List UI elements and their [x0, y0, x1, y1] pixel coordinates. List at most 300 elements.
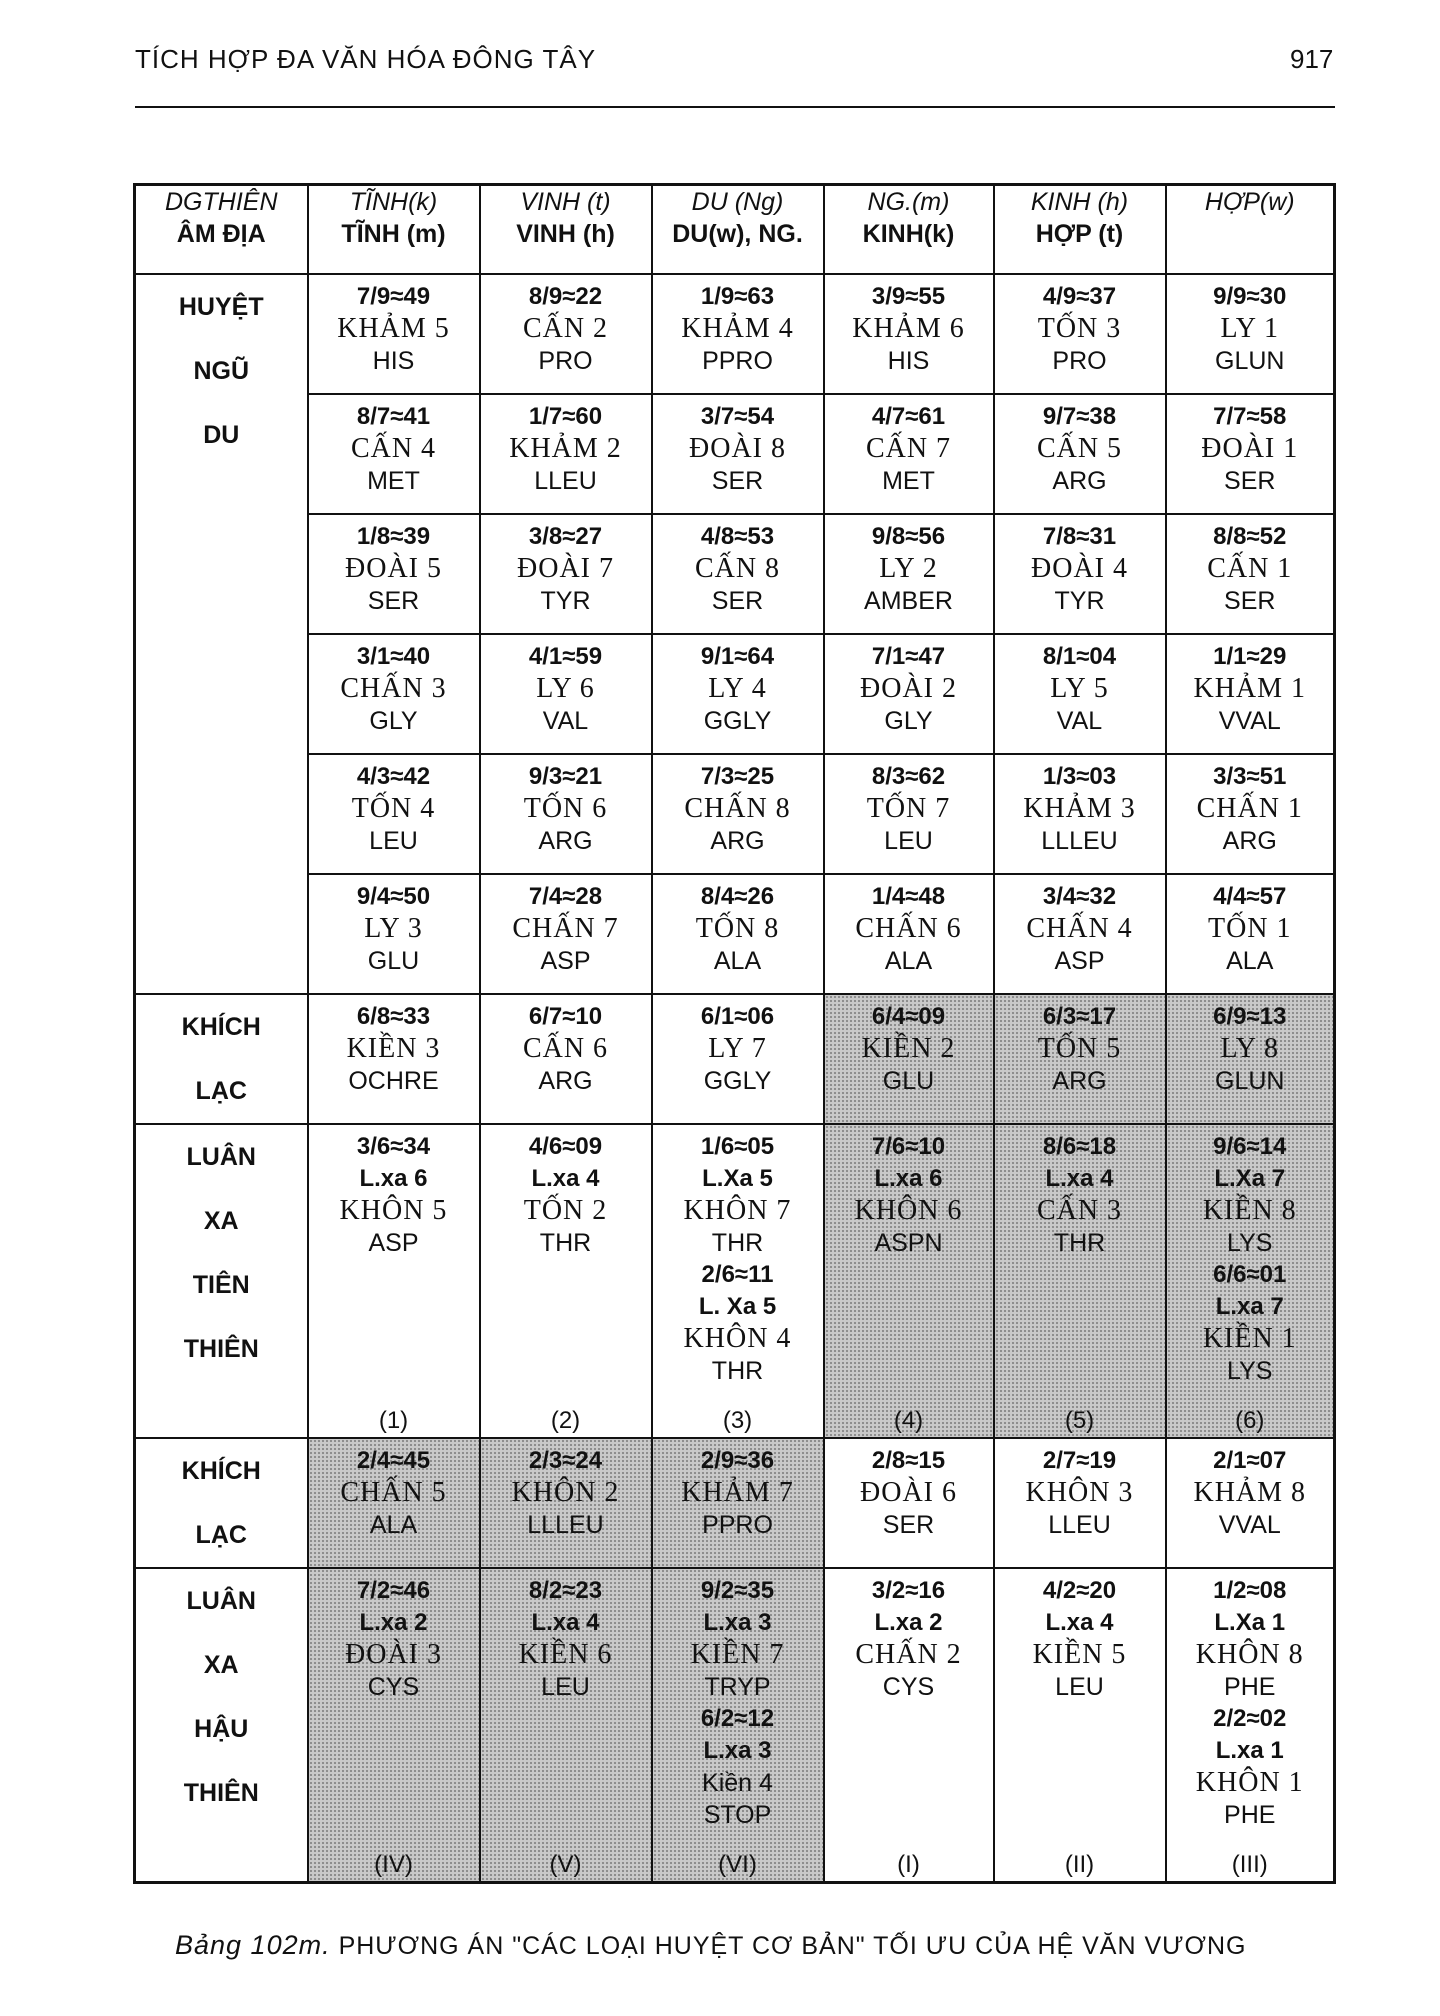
- cell-index: (2): [550, 1407, 581, 1434]
- cell-line: CYS: [882, 1673, 935, 1701]
- cell-line: 4/6≈09: [528, 1133, 603, 1160]
- cell-index: (VI): [718, 1851, 757, 1878]
- hexagram-ratio: 1/4≈48: [871, 883, 946, 910]
- amino-acid: GGLY: [703, 707, 772, 735]
- cell-line: KIỀN 8: [1202, 1195, 1297, 1226]
- trigram-name: CẤN 4: [350, 433, 437, 464]
- table-cell: [308, 754, 480, 874]
- amino-acid: HIS: [372, 347, 415, 375]
- cell-line: L.xa 2: [874, 1609, 943, 1636]
- cell-line: 9/2≈35: [700, 1577, 775, 1604]
- amino-acid: ALA: [369, 1511, 418, 1539]
- cell-line: L.xa 2: [359, 1609, 428, 1636]
- table-cell: [652, 1438, 824, 1568]
- hexagram-ratio: 3/3≈51: [1213, 763, 1287, 790]
- cell-content: [481, 1439, 651, 1573]
- table-cell: [1166, 994, 1335, 1124]
- trigram-name: KHÔN 2: [511, 1477, 620, 1508]
- table-cell: [994, 514, 1166, 634]
- group-label-line: THIÊN: [183, 1779, 259, 1807]
- table-cell: [480, 994, 652, 1124]
- trigram-name: LY 1: [1220, 313, 1279, 344]
- cell-line: L.xa 4: [531, 1165, 600, 1192]
- cell-line: KHÔN 5: [339, 1195, 448, 1226]
- cell-line: 9/6≈14: [1213, 1133, 1287, 1160]
- cell-line: 3/2≈16: [871, 1577, 946, 1604]
- cell-line: 6/6≈01: [1213, 1261, 1287, 1288]
- cell-content: [995, 1569, 1165, 1887]
- amino-acid: GLUN: [1215, 347, 1285, 375]
- cell-line: L.xa 4: [1045, 1165, 1114, 1192]
- table-cell: [994, 874, 1166, 994]
- trigram-name: LY 2: [879, 553, 938, 584]
- cell-content: [1167, 635, 1334, 759]
- group-label-line: THIÊN: [183, 1335, 259, 1363]
- group-label-line: LẠC: [195, 1077, 247, 1105]
- cell-line: LYS: [1227, 1357, 1273, 1385]
- group-label-line: NGŨ: [193, 357, 250, 385]
- hexagram-ratio: 2/8≈15: [871, 1447, 946, 1474]
- trigram-name: KHÔN 3: [1025, 1477, 1134, 1508]
- cell-index: (III): [1231, 1851, 1268, 1878]
- table-cell: [824, 394, 994, 514]
- trigram-name: CẤN 6: [522, 1033, 609, 1064]
- trigram-name: TỐN 8: [695, 913, 780, 944]
- table-cell: [652, 994, 824, 1124]
- hexagram-ratio: 4/4≈57: [1213, 883, 1287, 910]
- amino-acid: ALA: [884, 947, 933, 975]
- cell-content: [825, 1125, 993, 1443]
- cell-line: ASP: [368, 1229, 419, 1257]
- table-cell: [1166, 874, 1335, 994]
- cell-content: [653, 875, 823, 999]
- table-cell: [652, 754, 824, 874]
- header-rule: [135, 106, 1335, 108]
- hexagram-ratio: 8/7≈41: [356, 403, 431, 430]
- cell-line: 8/6≈18: [1042, 1133, 1117, 1160]
- table-cell: [824, 634, 994, 754]
- group-label: [135, 1438, 308, 1568]
- cell-content: [653, 995, 823, 1129]
- table-cell: [1166, 1438, 1335, 1568]
- amino-acid: VAL: [1056, 707, 1103, 735]
- cell-line: L.xa 3: [703, 1737, 772, 1764]
- hexagram-ratio: 9/1≈64: [700, 643, 775, 670]
- cell-content: [481, 1569, 651, 1887]
- table-cell: [308, 874, 480, 994]
- cell-content: [825, 275, 993, 399]
- hexagram-ratio: 7/9≈49: [356, 283, 431, 310]
- hexagram-ratio: 9/7≈38: [1042, 403, 1117, 430]
- trigram-name: KHẢM 6: [852, 313, 965, 344]
- table-cell: [994, 634, 1166, 754]
- cell-content: [1167, 395, 1334, 519]
- cell-line: KHÔN 7: [683, 1195, 792, 1226]
- amino-acid: TYR: [540, 587, 591, 615]
- cell-content: [653, 515, 823, 639]
- table-cell: [480, 1124, 652, 1438]
- amino-acid: GLY: [369, 707, 418, 735]
- cell-line: CHẤN 2: [855, 1639, 962, 1670]
- column-header: [480, 185, 652, 275]
- amino-acid: LLLEU: [1041, 827, 1118, 855]
- amino-acid: LEU: [369, 827, 418, 855]
- amino-acid: PPRO: [702, 1511, 773, 1539]
- hexagram-ratio: 3/4≈32: [1042, 883, 1117, 910]
- trigram-name: LY 7: [708, 1033, 767, 1064]
- cell-index: (3): [722, 1407, 753, 1434]
- cell-index: (6): [1235, 1407, 1265, 1434]
- cell-content: [653, 1125, 823, 1443]
- cell-content: [995, 755, 1165, 879]
- hexagram-ratio: 3/1≈40: [356, 643, 431, 670]
- amino-acid: MET: [367, 467, 420, 495]
- cell-content: [481, 275, 651, 399]
- column-header-bottom: DU(w), NG.: [672, 220, 803, 248]
- column-header: [994, 185, 1166, 275]
- cell-content: [309, 1439, 479, 1573]
- amino-acid: SER: [1224, 467, 1276, 495]
- hexagram-ratio: 3/8≈27: [528, 523, 603, 550]
- table-cell: [1166, 514, 1335, 634]
- cell-line: TRYP: [704, 1673, 771, 1701]
- cell-content: [995, 275, 1165, 399]
- amino-acid: MET: [882, 467, 935, 495]
- cell-index: (II): [1064, 1851, 1095, 1878]
- table-cell: [994, 394, 1166, 514]
- group-label: [135, 1568, 308, 1883]
- table-cell: [824, 994, 994, 1124]
- cell-content: [309, 995, 479, 1129]
- column-header: [308, 185, 480, 275]
- amino-acid: ARG: [1052, 1067, 1107, 1095]
- cell-index: (I): [897, 1851, 920, 1878]
- trigram-name: CHẤN 7: [512, 913, 619, 944]
- table-cell: [308, 994, 480, 1124]
- table-cell: [824, 874, 994, 994]
- amino-acid: AMBER: [864, 587, 953, 615]
- table-cell: [652, 874, 824, 994]
- cell-line: 8/2≈23: [528, 1577, 603, 1604]
- hexagram-ratio: 6/8≈33: [356, 1003, 431, 1030]
- trigram-name: ĐOÀI 6: [860, 1477, 957, 1508]
- table-cell: [652, 394, 824, 514]
- hexagram-ratio: 1/1≈29: [1213, 643, 1287, 670]
- cell-line: KIỀN 1: [1202, 1323, 1297, 1354]
- cell-line: THR: [539, 1229, 592, 1257]
- cell-content: [653, 1439, 823, 1573]
- group-label-line: TIÊN: [192, 1271, 250, 1299]
- table-cell: [994, 1568, 1166, 1883]
- table-cell: [480, 274, 652, 394]
- table-cell: [652, 1124, 824, 1438]
- hexagram-ratio: 7/8≈31: [1042, 523, 1117, 550]
- cell-line: KIỀN 7: [690, 1639, 785, 1670]
- group-label-line: XA: [203, 1651, 239, 1679]
- hexagram-ratio: 3/9≈55: [871, 283, 946, 310]
- cell-line: KIỀN 6: [518, 1639, 613, 1670]
- trigram-name: KHẢM 4: [681, 313, 794, 344]
- cell-content: [1167, 875, 1334, 999]
- cell-line: PHE: [1224, 1801, 1276, 1829]
- table-cell: [1166, 634, 1335, 754]
- hexagram-ratio: 7/4≈28: [528, 883, 603, 910]
- table-cell: [824, 1124, 994, 1438]
- hexagram-ratio: 1/7≈60: [528, 403, 603, 430]
- caption-title: Bảng 102m.: [175, 1930, 331, 1960]
- trigram-name: KHẢM 3: [1023, 793, 1136, 824]
- table-cell: [308, 514, 480, 634]
- group-label-line: LẠC: [195, 1521, 247, 1549]
- cell-content: [1167, 995, 1334, 1129]
- cell-line: CẤN 3: [1036, 1195, 1123, 1226]
- cell-content: [825, 635, 993, 759]
- trigram-name: LY 4: [708, 673, 767, 704]
- table-caption: [175, 1930, 1246, 1961]
- trigram-name: TỐN 6: [523, 793, 608, 824]
- cell-line: 2/6≈11: [701, 1261, 774, 1288]
- cell-content: [995, 395, 1165, 519]
- trigram-name: TỐN 1: [1207, 913, 1292, 944]
- table-row: [135, 994, 1335, 1124]
- hexagram-ratio: 1/3≈03: [1042, 763, 1117, 790]
- trigram-name: ĐOÀI 7: [517, 553, 614, 584]
- table-cell: [1166, 1124, 1335, 1438]
- amino-acid: ASP: [1054, 947, 1105, 975]
- cell-content: [825, 395, 993, 519]
- amino-acid: VVAL: [1218, 1511, 1281, 1539]
- trigram-name: KHẢM 7: [681, 1477, 794, 1508]
- group-label: [135, 994, 308, 1124]
- cell-content: [1167, 1125, 1334, 1443]
- amino-acid: GLY: [884, 707, 933, 735]
- cell-content: [653, 395, 823, 519]
- cell-line: 7/2≈46: [356, 1577, 431, 1604]
- amino-acid: ARG: [710, 827, 765, 855]
- table-cell: [1166, 274, 1335, 394]
- hexagram-ratio: 2/4≈45: [356, 1447, 431, 1474]
- hexagram-ratio: 1/9≈63: [700, 283, 775, 310]
- group-label: [135, 274, 308, 994]
- hexagram-ratio: 2/9≈36: [700, 1447, 775, 1474]
- amino-acid: HIS: [887, 347, 930, 375]
- cell-content: [653, 755, 823, 879]
- column-header-bottom: VINH (h): [516, 220, 615, 248]
- column-header-top: DU (Ng): [691, 188, 784, 216]
- hexagram-ratio: 8/9≈22: [528, 283, 603, 310]
- amino-acid: SER: [367, 587, 420, 615]
- cell-line: LEU: [541, 1673, 590, 1701]
- table-row: [135, 1568, 1335, 1883]
- cell-content: [653, 1569, 823, 1887]
- hexagram-ratio: 1/8≈39: [356, 523, 431, 550]
- trigram-name: LY 5: [1050, 673, 1109, 704]
- table-row: [135, 874, 1335, 994]
- cell-content: [309, 755, 479, 879]
- cell-line: 7/6≈10: [871, 1133, 946, 1160]
- hexagram-ratio: 7/7≈58: [1213, 403, 1287, 430]
- cell-content: [309, 1569, 479, 1887]
- table-cell: [480, 394, 652, 514]
- amino-acid: GLU: [882, 1067, 935, 1095]
- table-cell: [308, 1568, 480, 1883]
- cell-content: [825, 995, 993, 1129]
- hexagram-ratio: 6/3≈17: [1042, 1003, 1117, 1030]
- amino-acid: OCHRE: [348, 1067, 439, 1095]
- hexagram-ratio: 4/3≈42: [356, 763, 431, 790]
- cell-content: [825, 1439, 993, 1573]
- cell-line: 6/2≈12: [700, 1705, 775, 1732]
- hexagram-ratio: 4/7≈61: [871, 403, 946, 430]
- cell-line: LEU: [1055, 1673, 1104, 1701]
- table-cell: [1166, 394, 1335, 514]
- amino-acid: LEU: [884, 827, 933, 855]
- cell-line: 2/2≈02: [1213, 1705, 1287, 1732]
- cell-index: (V): [549, 1851, 582, 1878]
- table-cell: [824, 754, 994, 874]
- amino-acid: GLU: [367, 947, 420, 975]
- hexagram-ratio: 3/7≈54: [700, 403, 775, 430]
- hexagram-ratio: 9/9≈30: [1213, 283, 1287, 310]
- hexagram-ratio: 2/1≈07: [1213, 1447, 1287, 1474]
- trigram-name: CHẤN 3: [340, 673, 447, 704]
- group-label-line: LUÂN: [186, 1143, 256, 1171]
- column-header-bottom: TĨNH (m): [341, 220, 446, 248]
- hexagram-ratio: 8/4≈26: [700, 883, 775, 910]
- cell-content: [1167, 275, 1334, 399]
- trigram-name: KHẢM 1: [1193, 673, 1307, 704]
- hexagram-ratio: 9/4≈50: [356, 883, 431, 910]
- table-cell: [994, 1124, 1166, 1438]
- cell-line: Kiền 4: [702, 1769, 773, 1797]
- trigram-name: ĐOÀI 5: [345, 553, 442, 584]
- hexagram-ratio: 9/3≈21: [528, 763, 603, 790]
- table-cell: [824, 1568, 994, 1883]
- hexagram-ratio: 2/3≈24: [528, 1447, 603, 1474]
- trigram-name: LY 6: [536, 673, 595, 704]
- cell-content: [1167, 755, 1334, 879]
- cell-content: [309, 1125, 479, 1443]
- table-cell: [824, 274, 994, 394]
- amino-acid: SER: [882, 1511, 935, 1539]
- cell-content: [1167, 1569, 1334, 1887]
- amino-acid: VVAL: [1218, 707, 1281, 735]
- group-label-line: HẬU: [194, 1715, 249, 1743]
- hexagram-ratio: 6/1≈06: [700, 1003, 775, 1030]
- hexagram-ratio: 4/1≈59: [528, 643, 603, 670]
- cell-content: [309, 875, 479, 999]
- column-header: [135, 185, 308, 275]
- hexagram-ratio: 8/8≈52: [1213, 523, 1287, 550]
- cell-content: [995, 1125, 1165, 1443]
- trigram-name: KHẢM 5: [337, 313, 450, 344]
- table-cell: [480, 1438, 652, 1568]
- cell-line: 1/2≈08: [1213, 1577, 1287, 1604]
- trigram-name: TỐN 5: [1037, 1033, 1122, 1064]
- table-row: [135, 1438, 1335, 1568]
- table-cell: [1166, 1568, 1335, 1883]
- hexagram-ratio: 6/4≈09: [871, 1003, 946, 1030]
- cell-line: THR: [711, 1357, 764, 1385]
- table-cell: [652, 634, 824, 754]
- trigram-name: ĐOÀI 4: [1031, 553, 1128, 584]
- cell-content: [309, 515, 479, 639]
- table-row: [135, 1124, 1335, 1438]
- cell-line: 1/6≈05: [700, 1133, 775, 1160]
- amino-acid: LLEU: [1048, 1511, 1111, 1539]
- table-row: [135, 754, 1335, 874]
- cell-line: KIỀN 5: [1032, 1639, 1127, 1670]
- cell-content: [995, 515, 1165, 639]
- amino-acid: TYR: [1054, 587, 1105, 615]
- table-row: [135, 634, 1335, 754]
- cell-content: [309, 635, 479, 759]
- trigram-name: ĐOÀI 2: [860, 673, 957, 704]
- cell-index: (5): [1064, 1407, 1095, 1434]
- cell-index: (4): [893, 1407, 924, 1434]
- cell-content: [825, 755, 993, 879]
- group-label-line: XA: [203, 1207, 239, 1235]
- table-row: [135, 274, 1335, 394]
- cell-content: [995, 635, 1165, 759]
- amino-acid: SER: [711, 587, 764, 615]
- cell-content: [481, 635, 651, 759]
- trigram-name: CẤN 7: [865, 433, 952, 464]
- table-cell: [994, 1438, 1166, 1568]
- cell-line: KHÔN 1: [1195, 1767, 1304, 1798]
- cell-line: ĐOÀI 3: [345, 1639, 442, 1670]
- trigram-name: CHẤN 1: [1196, 793, 1303, 824]
- amino-acid: SER: [1224, 587, 1276, 615]
- trigram-name: TỐN 4: [351, 793, 436, 824]
- column-header-top: VINH (t): [520, 188, 611, 216]
- amino-acid: VAL: [542, 707, 589, 735]
- header-row: [135, 185, 1335, 275]
- group-label: [135, 1124, 308, 1438]
- trigram-name: KHẢM 2: [509, 433, 622, 464]
- cell-content: [309, 395, 479, 519]
- cell-line: L.xa 4: [531, 1609, 600, 1636]
- cell-line: PHE: [1224, 1673, 1276, 1701]
- cell-content: [995, 1439, 1165, 1573]
- trigram-name: CẤN 8: [694, 553, 781, 584]
- amino-acid: ALA: [713, 947, 762, 975]
- trigram-name: ĐOÀI 8: [689, 433, 786, 464]
- amino-acid: ALA: [1226, 947, 1274, 975]
- table-cell: [994, 274, 1166, 394]
- trigram-name: LY 3: [364, 913, 423, 944]
- cell-content: [481, 515, 651, 639]
- cell-index: (1): [378, 1407, 409, 1434]
- cell-line: L.Xa 1: [1214, 1609, 1286, 1636]
- cell-line: KHÔN 4: [683, 1323, 792, 1354]
- trigram-name: CHẤN 8: [684, 793, 791, 824]
- hexagram-ratio: 7/1≈47: [871, 643, 946, 670]
- cell-content: [653, 275, 823, 399]
- trigram-name: KIỀN 2: [861, 1033, 956, 1064]
- table-cell: [480, 634, 652, 754]
- cell-line: THR: [711, 1229, 764, 1257]
- trigram-name: ĐOÀI 1: [1201, 433, 1299, 464]
- trigram-name: CHẤN 4: [1026, 913, 1133, 944]
- cell-content: [481, 395, 651, 519]
- cell-content: [995, 995, 1165, 1129]
- column-header-top: DGTHIÊN: [165, 188, 278, 216]
- table-cell: [824, 1438, 994, 1568]
- trigram-name: LY 8: [1220, 1033, 1279, 1064]
- table-cell: [308, 1438, 480, 1568]
- column-header-top: HỢP(w): [1204, 188, 1295, 216]
